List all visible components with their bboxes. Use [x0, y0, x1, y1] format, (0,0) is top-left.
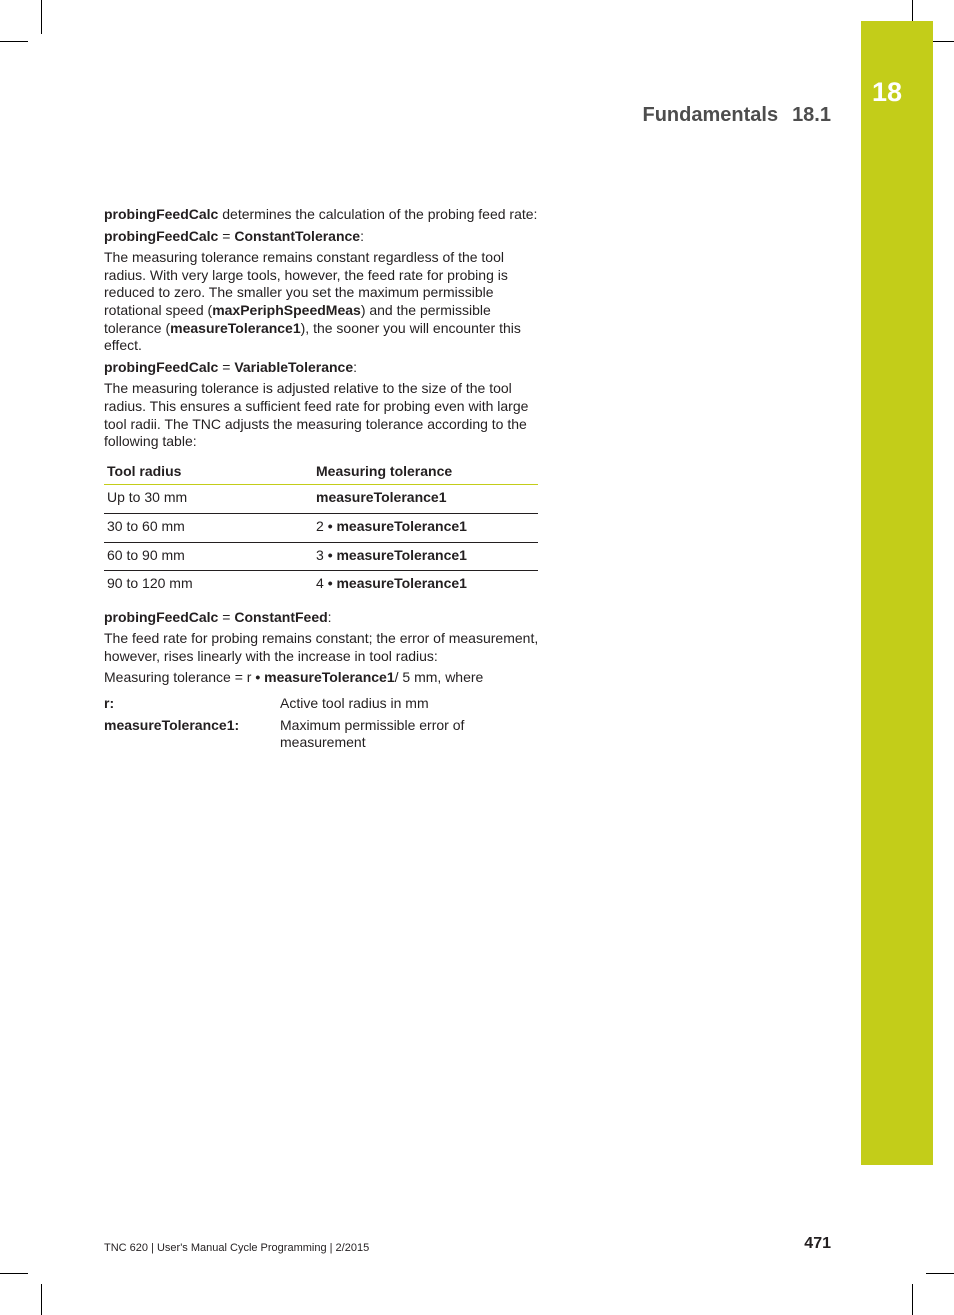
- page-footer: TNC 620 | User's Manual Cycle Programming | 2/2015: [104, 1242, 370, 1254]
- column-header: Measuring tolerance: [313, 459, 538, 485]
- section-header: [642, 104, 831, 127]
- definition-item: [104, 717, 540, 752]
- table-row: [104, 513, 538, 542]
- intro-paragraph: probingFeedCalc determines the calculation of the probing feed rate:: [104, 206, 538, 222]
- option-heading-constant-feed: probingFeedCalc = ConstantFeed:: [104, 608, 332, 625]
- table-cell: measureTolerance1: [313, 485, 538, 514]
- table-cell: 3 • measureTolerance1: [313, 542, 538, 571]
- definition-description: Active tool radius in mm: [280, 695, 429, 712]
- option-description-variable-tolerance: The measuring tolerance is adjusted relative to the size of the tool radius. This ensures a sufficient feed rate for probing even with large tool radii. The TNC adjusts the measuring tolerance according to the following table:: [104, 380, 529, 450]
- table-row: [104, 542, 538, 571]
- table-row: [104, 485, 538, 514]
- definition-term: r:: [104, 695, 115, 712]
- option-heading-constant-tolerance: probingFeedCalc = ConstantTolerance:: [104, 227, 364, 244]
- formula: Measuring tolerance = r • measureTolerance1/ 5 mm, where: [104, 669, 484, 686]
- crop-mark: [0, 1273, 28, 1274]
- table-cell: Up to 30 mm: [104, 485, 313, 514]
- column-header: Tool radius: [104, 459, 313, 485]
- option-description-constant-tolerance: The measuring tolerance remains constant regardless of the tool radius. With very large tools, however, the feed rate for probing is reduced to zero. The smaller you set the maximum permissible rotational speed (maxPeriphSpeedMeas) and the permissible tolerance (measureTolerance1), the sooner you will encounter this effect.: [104, 249, 521, 354]
- table-cell: 30 to 60 mm: [104, 513, 313, 542]
- page-number: 471: [804, 1235, 831, 1252]
- definition-term: measureTolerance1:: [104, 716, 240, 733]
- crop-mark: [912, 1284, 913, 1315]
- table-cell: 2 • measureTolerance1: [313, 513, 538, 542]
- option-heading-variable-tolerance: probingFeedCalc = VariableTolerance:: [104, 358, 358, 375]
- crop-mark: [41, 0, 42, 34]
- crop-mark: [933, 41, 954, 42]
- definition-list: [104, 695, 540, 752]
- definition-description: Maximum permissible error of measurement: [280, 716, 465, 751]
- definition-item: [104, 695, 540, 713]
- main-content: [104, 206, 540, 756]
- crop-mark: [0, 41, 28, 42]
- table-cell: 4 • measureTolerance1: [316, 575, 467, 592]
- table-row: [104, 571, 538, 599]
- crop-mark: [926, 1273, 954, 1274]
- table-cell: 90 to 120 mm: [107, 575, 193, 592]
- crop-mark: [912, 0, 913, 21]
- section-number: 18.1: [792, 104, 831, 126]
- chapter-number: 18: [871, 77, 903, 107]
- table-header-row: [104, 459, 538, 485]
- table-cell: 60 to 90 mm: [104, 542, 313, 571]
- chapter-tab: [861, 21, 933, 1165]
- option-description-constant-feed: The feed rate for probing remains constant; the error of measurement, however, rises linearly with the increase in tool radius:: [104, 630, 539, 664]
- section-title: Fundamentals: [642, 104, 779, 126]
- crop-mark: [41, 1284, 42, 1315]
- tolerance-table: [104, 459, 538, 599]
